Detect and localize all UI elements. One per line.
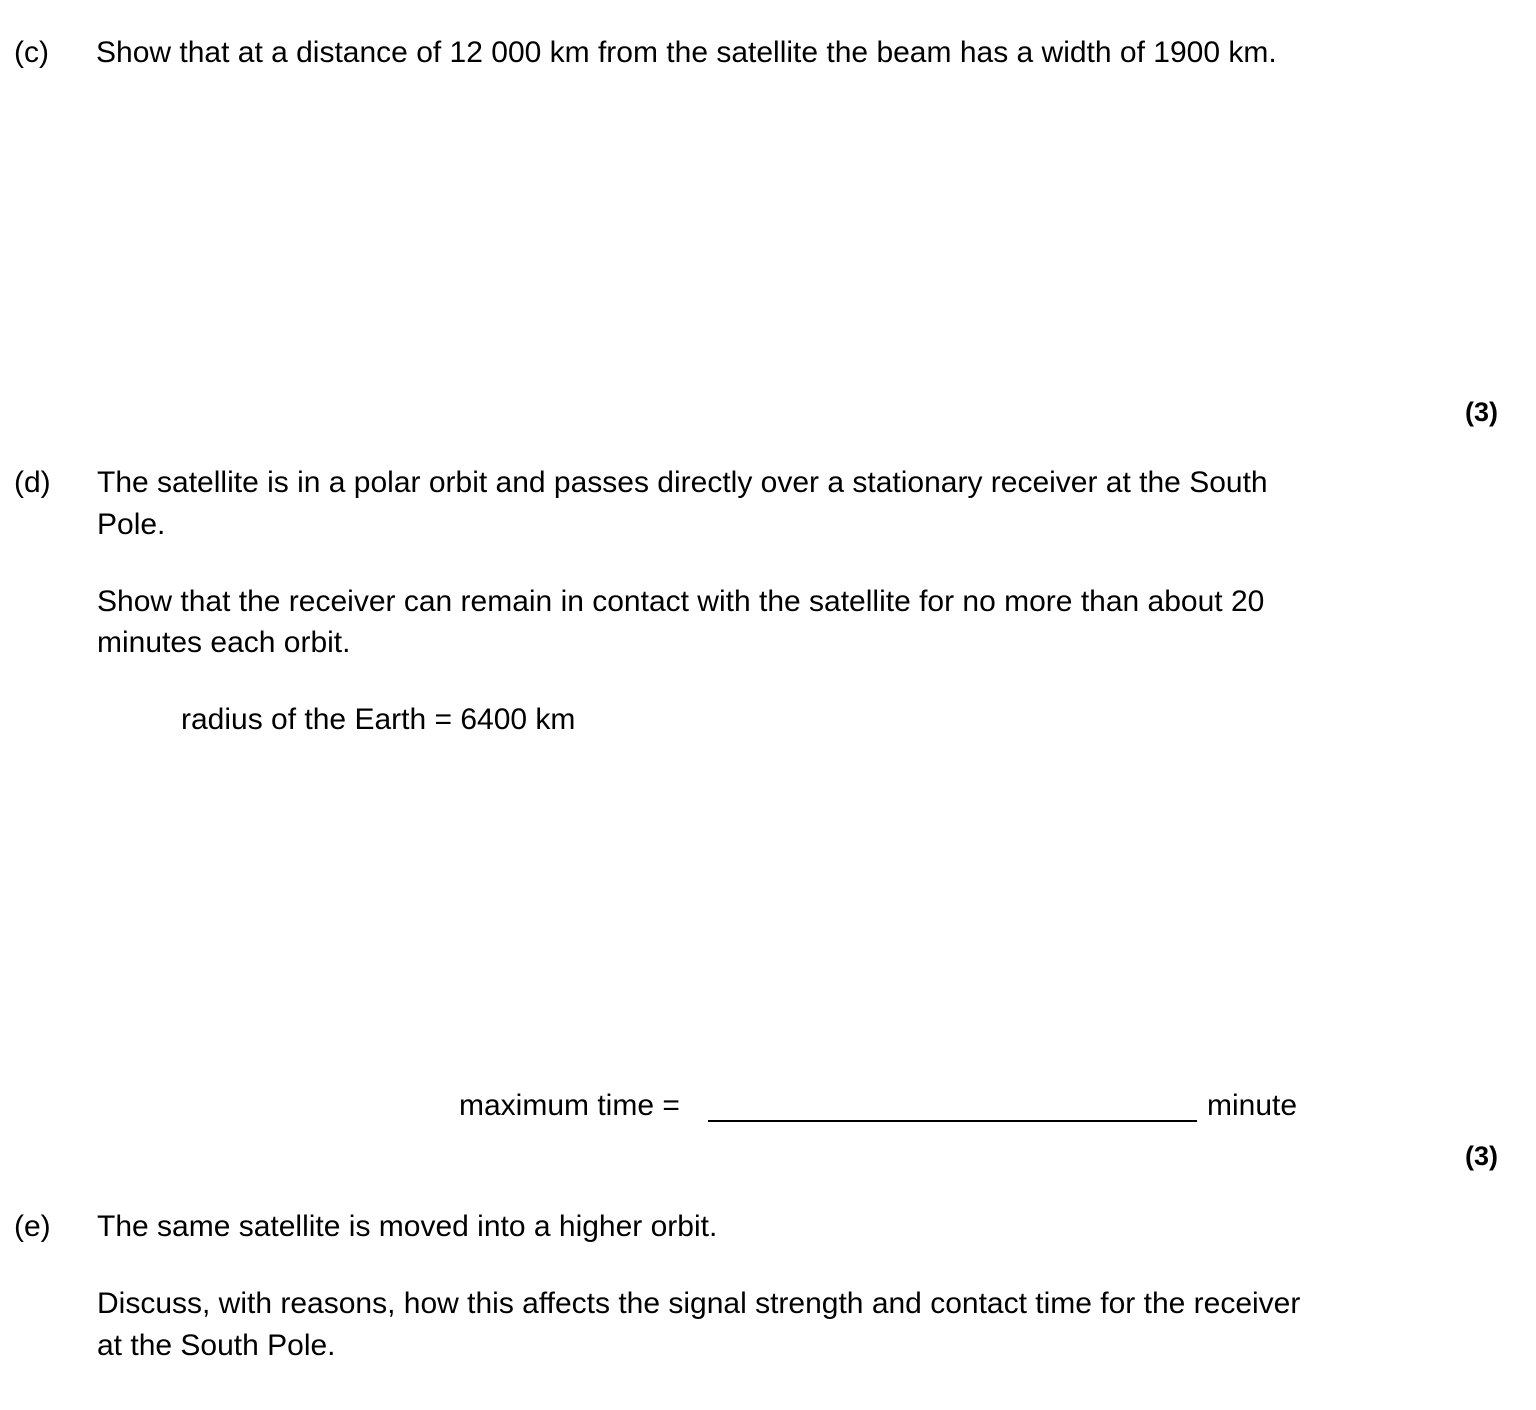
part-c-marks: (3) (1465, 397, 1498, 427)
part-d-line-1: The satellite is in a polar orbit and passes directly over a stationary receiver at the South (97, 466, 1268, 499)
part-e-instruction-2: at the South Pole. (97, 1329, 336, 1362)
answer-unit: minute (1207, 1089, 1298, 1122)
part-e-line-1: The same satellite is moved into a higher orbit. (97, 1210, 718, 1243)
part-c-question: Show that at a distance of 12 000 km from the satellite the beam has a width of 1900 km. (96, 36, 1277, 69)
part-d-instruction-1: Show that the receiver can remain in contact with the satellite for no more than about 20 (97, 585, 1265, 618)
answer-prefix: maximum time = (459, 1089, 680, 1122)
part-d-label: (d) (14, 466, 51, 499)
part-c-label: (c) (14, 36, 49, 69)
part-d-instruction-2: minutes each orbit. (97, 626, 351, 659)
part-e-instruction-1: Discuss, with reasons, how this affects the signal strength and contact time for the receiver (97, 1287, 1301, 1320)
answer-line[interactable] (708, 1120, 1197, 1122)
part-d-marks: (3) (1465, 1141, 1498, 1171)
part-d-given-data: radius of the Earth = 6400 km (181, 703, 576, 736)
part-d-line-2: Pole. (97, 508, 166, 541)
part-e-label: (e) (14, 1210, 51, 1243)
